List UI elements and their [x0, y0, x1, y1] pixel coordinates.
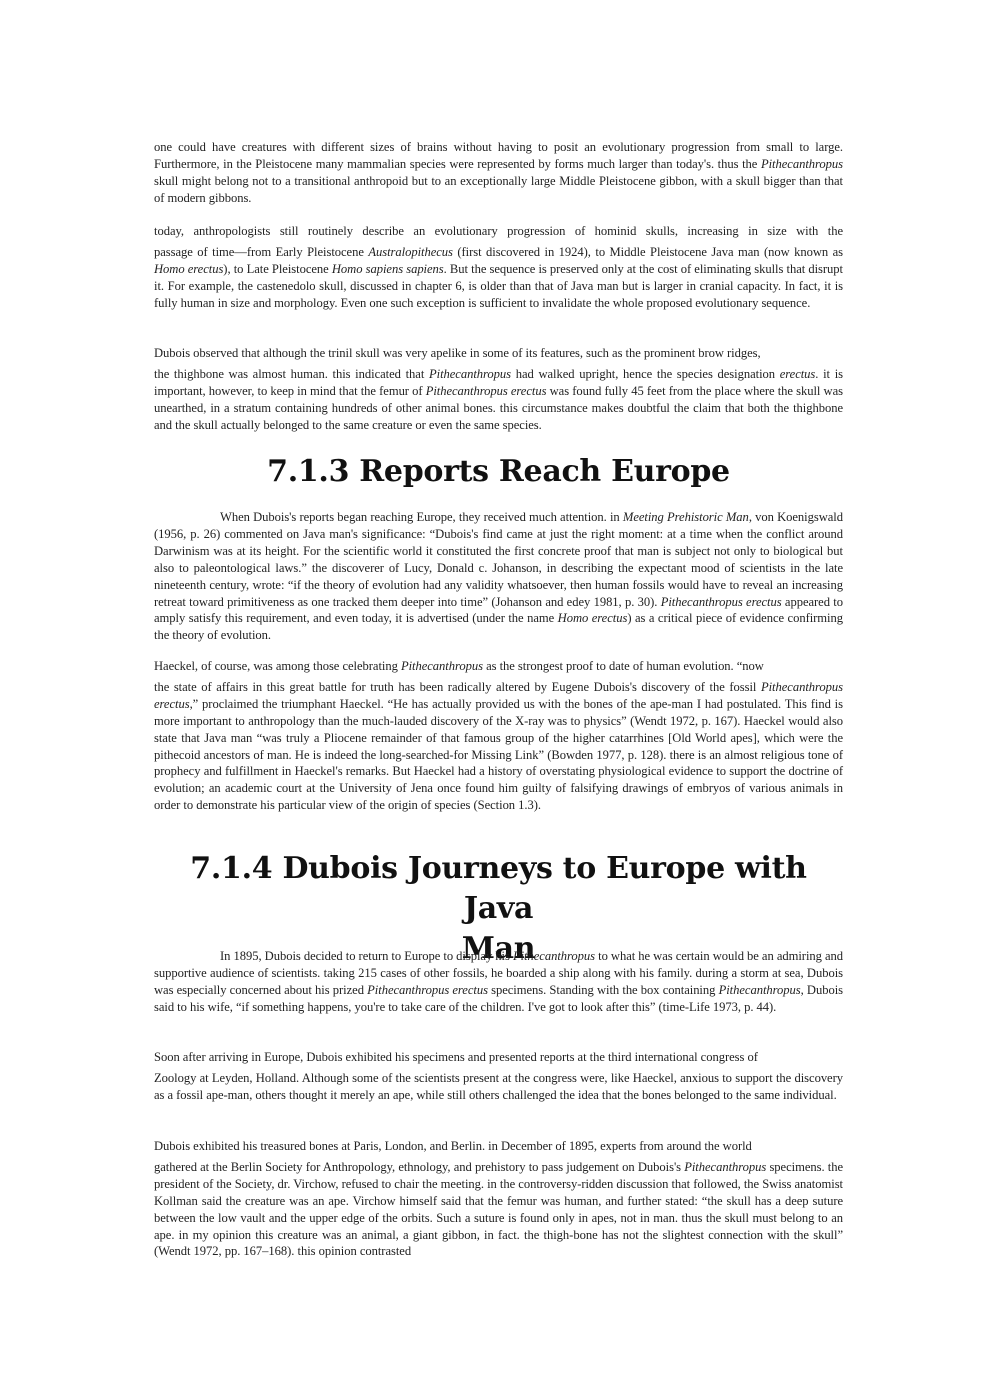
italic-term: Pithecanthropus erectus: [367, 982, 488, 997]
text-run: had walked upright, hence the species designation: [511, 366, 780, 381]
italic-term: Homo erectus: [557, 611, 628, 626]
text-run: the thighbone was almost human. this indicated that: [154, 366, 429, 381]
paragraph-first-line: Soon after arriving in Europe, Dubois exhibited his specimens and presented reports at the third international congress of: [154, 1050, 758, 1064]
paragraph-haeckel: [154, 658, 843, 814]
text-run: ,” proclaimed the triumphant Haeckel. “He has actually provided us with the bones of the ape-man I had postulated. This find is more important to anthropology than the much-lauded discovery of the X-ray was to physics” (Wendt 1972, p. 167). Haeckel would also state that Java man “was truly a Pliocene remainder of that famous group of the higher catarrhines [Old World apes], which were the pithecoid ancestors of man. He is indeed the long-searched-for Missing Link” (Bowden 1977, p. 128). there is an almost religious tone of prophecy and fulfillment in Haeckel's remarks. But Haeckel had a history of overstating physiological evidence to support the doctrine of evolution; an academic court at the University of Jena once found him guilty of falsifying drawings of embryos of various animals in order to demonstrate his particular view of the origin of species (Section 1.3).: [154, 696, 843, 813]
paragraph-first-line: Dubois exhibited his treasured bones at Paris, London, and Berlin. in December of 1895, experts from around the world: [154, 1139, 752, 1153]
italic-term: Pithecanthropus: [718, 982, 801, 997]
text-run: In 1895, Dubois decided to return to Europe to display his: [220, 949, 513, 963]
text-run: (first discovered in 1924), to Middle Pleistocene Java man (now known as: [452, 244, 843, 259]
italic-term: Meeting Prehistoric Man: [622, 510, 749, 524]
heading-line: Man: [461, 931, 536, 966]
text-run: to what he was certain would be an admiring and supportive audience of scientists. taking 215 cases of other fossils, he boarded a ship along with his family. during a storm at sea, Dubois was especially concerned about his prized: [154, 949, 844, 997]
text-run: ) as a critical piece of evidence confirming the theory of evolution.: [154, 611, 843, 643]
text-run: , Dubois said to his wife, “if something happens, you're to take care of the children. I've got to look after this” (time-Life 1973, p. 44).: [154, 982, 843, 1014]
paragraph-berlin-society: [154, 1138, 843, 1260]
paragraph-skull-progression: [154, 223, 843, 312]
italic-term: Pithecanthropus: [428, 366, 512, 381]
paragraph-brain-sizes: [154, 139, 843, 207]
italic-term: Homo erectus: [154, 261, 224, 276]
italic-term: Pithecanthropus: [400, 659, 483, 673]
text-run: one could have creatures with different sizes of brains without having to posit an evolutionary progression from small to large. Furthermore, in the Pleistocene many mammalian species were represented by forms much larger than today's. thus the: [154, 140, 843, 171]
italic-term: Pithecanthropus erectus: [425, 383, 547, 398]
text-run: the state of affairs in this great battle for truth has been radically altered by Eugene Dubois's discovery of the fossil: [154, 679, 761, 694]
paragraph-thighbone: [154, 345, 843, 434]
italic-term: Homo sapiens sapiens: [331, 261, 444, 276]
paragraph-leyden-congress: [154, 1049, 843, 1104]
text-run: was found fully 45 feet from the place where the skull was unearthed, in a stratum containing hundreds of other animal bones. this circumstance makes doubtful the claim that both the thighbone and the skull actually belonged to the same creature or even the same species.: [154, 383, 843, 432]
text-run: appeared to amply satisfy this requirement, and even today, it is advertised (under the name: [154, 594, 843, 626]
text-run: specimens. the president of the Society, dr. Virchow, refused to chair the meeting. in the controversy-ridden discussion that followed, the Swiss anatomist Kollman said the creature was an ape. Virchow himself said that the femur was human, and further stated: “the skull has a deep suture between the low vault and the upper edge of the orbits. Such a suture is found only in apes, not in man. thus the skull must belong to an ape. in my opinion this creature was an animal, a giant gibbon, in fact. the thigh-bone has not the slightest connection with the skull” (Wendt 1972, pp. 167–168). this opinion contrasted: [154, 1159, 843, 1259]
text-run: When Dubois's reports began reaching Europe, they received much attention. in: [220, 510, 623, 524]
italic-term: erectus: [779, 366, 816, 381]
paragraph-reports-reach-europe: [154, 509, 843, 644]
italic-term: Pithecanthropus erectus: [660, 594, 782, 609]
text-run: passage of time—from Early Pleistocene: [154, 244, 369, 259]
text-run: , von Koenigswald (1956, p. 26) commented on Java man's significance: “Dubois's find came at just the right moment: at a time when the conflict around Darwinism was at its height. For the scientific world it constituted the first concrete proof that man is subject not only to biological but also to paleontological laws.” the discoverer of Lucy, Donald c. Johanson, in describing the expectant mood of scientists in the late nineteenth century, wrote: “if the theory of evolution had any validity whatsoever, then human fossils would have to reveal an increasing retreat toward primitiveness as one tracked them deeper into time” (Johanson and edey 1981, p. 30).: [154, 510, 843, 609]
paragraph-first-line: [154, 658, 843, 675]
heading-line: 7.1.4 Dubois Journeys to Europe with Java: [190, 851, 807, 926]
text-run: as the strongest proof to date of human evolution. “now: [482, 659, 764, 673]
text-run: . But the sequence is preserved only at the cost of eliminating skulls that disrupt it. For example, the castenedolo skull, discussed in chapter 6, is older than that of Java man but is larger in cranial capacity. In fact, it is fully human in size and morphology. Even one such exception is sufficient to invalidate the whole proposed evolutionary sequence.: [154, 261, 843, 310]
italic-term: Pithecanthropus: [512, 949, 596, 963]
text-run: skull might belong not to a transitional anthropoid but to an exceptionally large Middle Pleistocene gibbon, with a skull bigger than that of modern gibbons.: [154, 173, 843, 205]
text-run: Zoology at Leyden, Holland. Although some of the scientists present at the congress were, like Haeckel, anxious to support the discovery as a fossil ape-man, others thought it merely an ape, while still others challenged the idea that the bones belonged to the same individual.: [154, 1070, 843, 1102]
text-run: Haeckel, of course, was among those celebrating: [154, 659, 401, 673]
italic-term: Pithecanthropus: [760, 156, 843, 171]
text-run: specimens. Standing with the box containing: [487, 982, 719, 997]
text-run: . it is important, however, to keep in mind that the femur of: [154, 366, 843, 398]
section-heading-7-1-3: 7.1.3 Reports Reach Europe: [267, 454, 730, 489]
text-run: gathered at the Berlin Society for Anthropology, ethnology, and prehistory to pass judgement on Dubois's: [154, 1159, 685, 1174]
text-run: ), to Late Pleistocene: [223, 261, 332, 276]
paragraph-return-to-europe: [154, 948, 843, 1016]
paragraph-first-line: today, anthropologists still routinely describe an evolutionary progression of hominid skulls, increasing in size with the: [154, 224, 843, 238]
italic-term: Pithecanthropus: [684, 1159, 767, 1174]
italic-term: Pithecanthropus erectus: [154, 679, 843, 711]
italic-term: Australopithecus: [368, 244, 453, 259]
paragraph-first-line: Dubois observed that although the trinil skull was very apelike in some of its features, such as the prominent brow ridges,: [154, 346, 761, 360]
